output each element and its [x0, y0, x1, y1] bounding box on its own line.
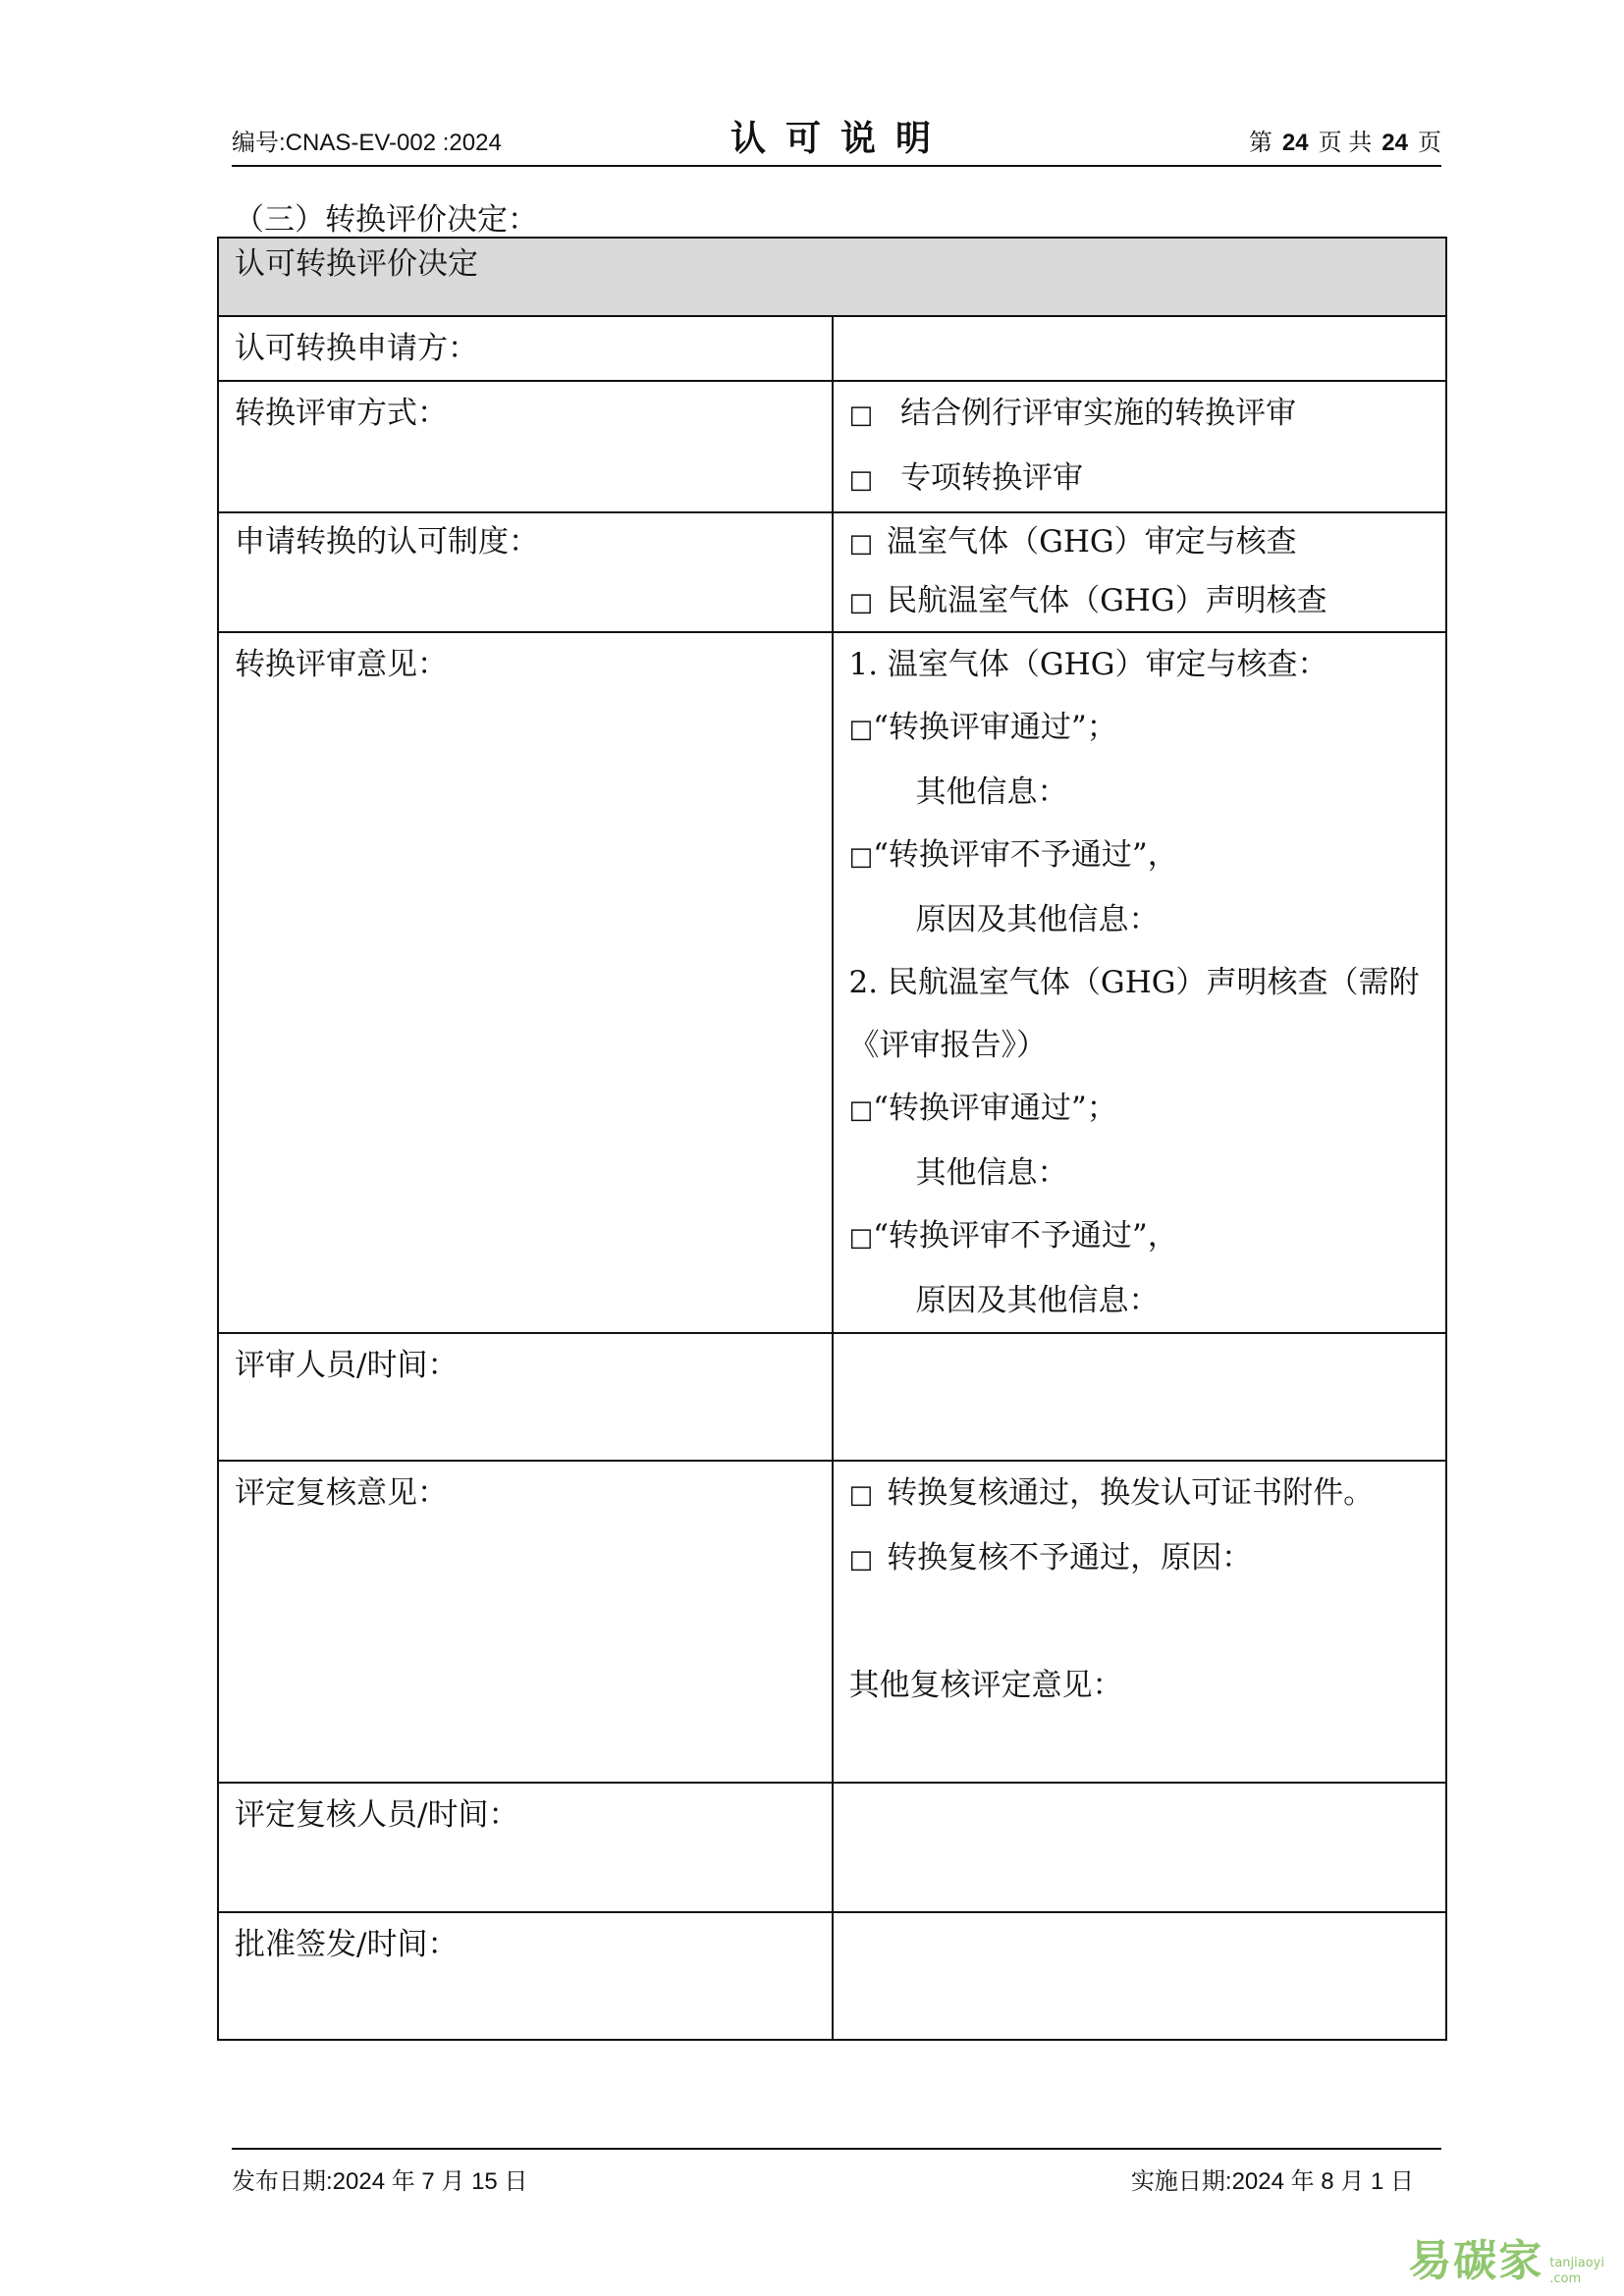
opinion-fail-reason-ghg: 原因及其他信息：	[915, 902, 1160, 937]
opinion-section-ghg: 1. 温室气体（GHG）审定与核查：	[848, 647, 1328, 682]
section-title: （三）转换评价决定：	[234, 202, 538, 238]
review-method-row	[218, 381, 1446, 512]
checkbox-icon[interactable]: □	[848, 465, 874, 495]
recheck-other-opinion: 其他复核评定意见：	[848, 1668, 1123, 1703]
applicant-label: 认可转换申请方：	[218, 316, 833, 381]
review-method-options	[833, 381, 1447, 512]
approval-row	[218, 1912, 1446, 2040]
recheck-blank-line[interactable]	[849, 1591, 1431, 1654]
opinion-pass-aviation[interactable]: □“转换评审通过”；	[849, 1077, 1431, 1142]
opinion-pass-ghg[interactable]: □“转换评审通过”；	[849, 696, 1431, 761]
recheck-row	[218, 1461, 1446, 1783]
approval-field[interactable]	[833, 1912, 1447, 2040]
checkbox-icon[interactable]: □	[848, 1223, 874, 1253]
effective-date: 实施日期:2024 年 8 月 1 日	[1130, 2168, 1414, 2195]
document-number: 编号:CNAS-EV-002 :2024	[232, 130, 502, 156]
checkbox-icon[interactable]: □	[848, 1545, 874, 1575]
recheck-option-fail[interactable]: □ 转换复核不予通过，原因：	[849, 1526, 1431, 1591]
checkbox-icon[interactable]: □	[848, 1095, 874, 1125]
checkbox-icon[interactable]: □	[848, 400, 874, 430]
document-title: 认可说明	[730, 118, 950, 159]
applicant-field[interactable]	[833, 316, 1447, 381]
evaluation-decision-table	[217, 237, 1447, 2041]
reviewer-field[interactable]	[833, 1333, 1447, 1461]
opinion-fail-ghg[interactable]: □“转换评审不予通过”，	[849, 824, 1431, 888]
system-label: 申请转换的认可制度：	[218, 512, 833, 632]
opinion-fail-reason-aviation: 原因及其他信息：	[915, 1283, 1160, 1318]
table-heading: 认可转换评价决定	[218, 238, 1446, 316]
recheck-label: 评定复核意见：	[218, 1461, 833, 1783]
recheck-content	[833, 1461, 1447, 1783]
page-footer	[232, 2148, 1441, 2199]
checkbox-icon[interactable]: □	[848, 588, 874, 617]
opinion-other-info-aviation: 其他信息：	[915, 1155, 1068, 1191]
watermark-logo	[1408, 2225, 1604, 2288]
reviewer-label: 评审人员/时间：	[218, 1333, 833, 1461]
applicant-row	[218, 316, 1446, 381]
recheck-person-field[interactable]	[833, 1783, 1447, 1912]
system-option-ghg[interactable]: □ 温室气体（GHG）审定与核查	[849, 513, 1431, 572]
review-method-option-special[interactable]: □ 专项转换评审	[849, 447, 1431, 511]
recheck-person-label: 评定复核人员/时间：	[218, 1783, 833, 1912]
total-pages: 24	[1381, 130, 1408, 156]
opinion-fail-aviation[interactable]: □“转换评审不予通过”，	[849, 1204, 1431, 1269]
recheck-option-pass[interactable]: □ 转换复核通过，换发认可证书附件。	[849, 1462, 1431, 1526]
system-row	[218, 512, 1446, 632]
page-header	[232, 116, 1441, 167]
approval-label: 批准签发/时间：	[218, 1912, 833, 2040]
opinion-section-aviation: 2. 民航温室气体（GHG）声明核查（需附《评审报告》）	[848, 965, 1420, 1063]
checkbox-icon[interactable]: □	[848, 715, 874, 744]
recheck-person-row	[218, 1783, 1446, 1912]
reviewer-row	[218, 1333, 1446, 1461]
review-opinion-content	[833, 632, 1447, 1333]
checkbox-icon[interactable]: □	[848, 842, 874, 872]
review-opinion-label: 转换评审意见：	[218, 632, 833, 1333]
opinion-other-info-ghg: 其他信息：	[915, 774, 1068, 810]
checkbox-icon[interactable]: □	[848, 1480, 874, 1510]
checkbox-icon[interactable]: □	[848, 529, 874, 559]
page-counter: 第 24 页 共 24 页	[1248, 130, 1441, 156]
review-opinion-row	[218, 632, 1446, 1333]
review-method-option-routine[interactable]: □ 结合例行评审实施的转换评审	[849, 382, 1431, 447]
table-heading-row	[218, 238, 1446, 316]
system-option-aviation-ghg[interactable]: □ 民航温室气体（GHG）声明核查	[849, 572, 1431, 631]
watermark-text: 易碳家	[1408, 2236, 1544, 2286]
watermark-domain: tanjiaoyi .com	[1549, 2255, 1604, 2286]
current-page: 24	[1281, 130, 1309, 156]
system-options	[833, 512, 1447, 632]
issue-date: 发布日期:2024 年 7 月 15 日	[232, 2168, 528, 2195]
review-method-label: 转换评审方式：	[218, 381, 833, 512]
